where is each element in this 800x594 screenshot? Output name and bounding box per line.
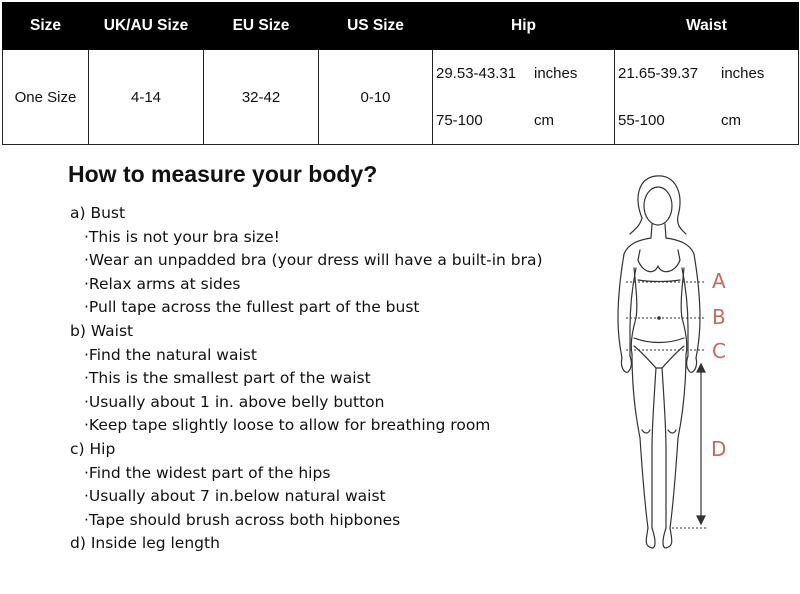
list-item: ·Relax arms at sides bbox=[84, 274, 241, 293]
list-item: ·This is not your bra size! bbox=[84, 227, 280, 246]
list-item: ·Tape should brush across both hipbones bbox=[84, 510, 401, 529]
hip-inches-value: 29.53-43.31 bbox=[436, 65, 517, 82]
marker-c: C bbox=[712, 339, 726, 363]
list-item: ·Find the widest part of the hips bbox=[84, 463, 331, 482]
waist-cm-value: 55-100 bbox=[618, 112, 665, 129]
list-item: ·Wear an unpadded bra (your dress will have a built-in bra) bbox=[84, 251, 543, 270]
cell-size: One Size bbox=[3, 50, 89, 145]
step-waist: b) Waist bbox=[70, 321, 134, 340]
body-measurement-figure bbox=[590, 168, 800, 563]
column-header-waist: Waist bbox=[615, 3, 799, 50]
hip-inches-line bbox=[436, 50, 614, 97]
list-item: ·Usually about 1 in. above belly button bbox=[84, 392, 385, 411]
marker-a: A bbox=[712, 269, 726, 293]
column-header-eu-size: EU Size bbox=[204, 3, 319, 50]
hip-cm-line bbox=[436, 97, 614, 144]
cell-uk-au-size: 4-14 bbox=[89, 50, 204, 145]
column-header-us-size: US Size bbox=[319, 3, 433, 50]
step-inside-leg: d) Inside leg length bbox=[70, 534, 220, 553]
marker-b: B bbox=[712, 305, 726, 329]
step-bust: a) Bust bbox=[70, 204, 126, 222]
list-item: ·Find the natural waist bbox=[84, 345, 257, 364]
size-chart-table bbox=[2, 2, 799, 145]
column-header-hip: Hip bbox=[433, 3, 615, 50]
guide-title: How to measure your body? bbox=[68, 161, 378, 187]
hip-inches-unit: inches bbox=[534, 65, 578, 82]
waist-inches-line bbox=[618, 50, 798, 97]
column-header-size: Size bbox=[3, 3, 89, 50]
column-header-uk-au-size: UK/AU Size bbox=[89, 3, 204, 50]
cell-hip bbox=[433, 50, 615, 145]
list-item: ·This is the smallest part of the waist bbox=[84, 369, 371, 388]
table-row bbox=[3, 50, 799, 145]
list-item: ·Keep tape slightly loose to allow for breathing room bbox=[84, 416, 491, 435]
hip-cm-value: 75-100 bbox=[436, 112, 483, 129]
waist-cm-line bbox=[618, 97, 798, 144]
waist-cm-unit: cm bbox=[721, 112, 741, 129]
step-hip: c) Hip bbox=[70, 439, 116, 458]
cell-waist bbox=[615, 50, 799, 145]
cell-eu-size: 32-42 bbox=[204, 50, 319, 145]
waist-inches-unit: inches bbox=[721, 65, 765, 82]
measurement-instructions bbox=[68, 202, 543, 556]
marker-d: D bbox=[711, 437, 727, 461]
table-header-row bbox=[3, 3, 799, 50]
waist-inches-value: 21.65-39.37 bbox=[618, 65, 699, 82]
list-item: ·Pull tape across the fullest part of the bust bbox=[84, 298, 420, 317]
hip-cm-unit: cm bbox=[534, 112, 554, 129]
body-outline-illustration bbox=[590, 168, 800, 563]
list-item: ·Usually about 7 in.below natural waist bbox=[84, 487, 386, 506]
cell-us-size: 0-10 bbox=[319, 50, 433, 145]
